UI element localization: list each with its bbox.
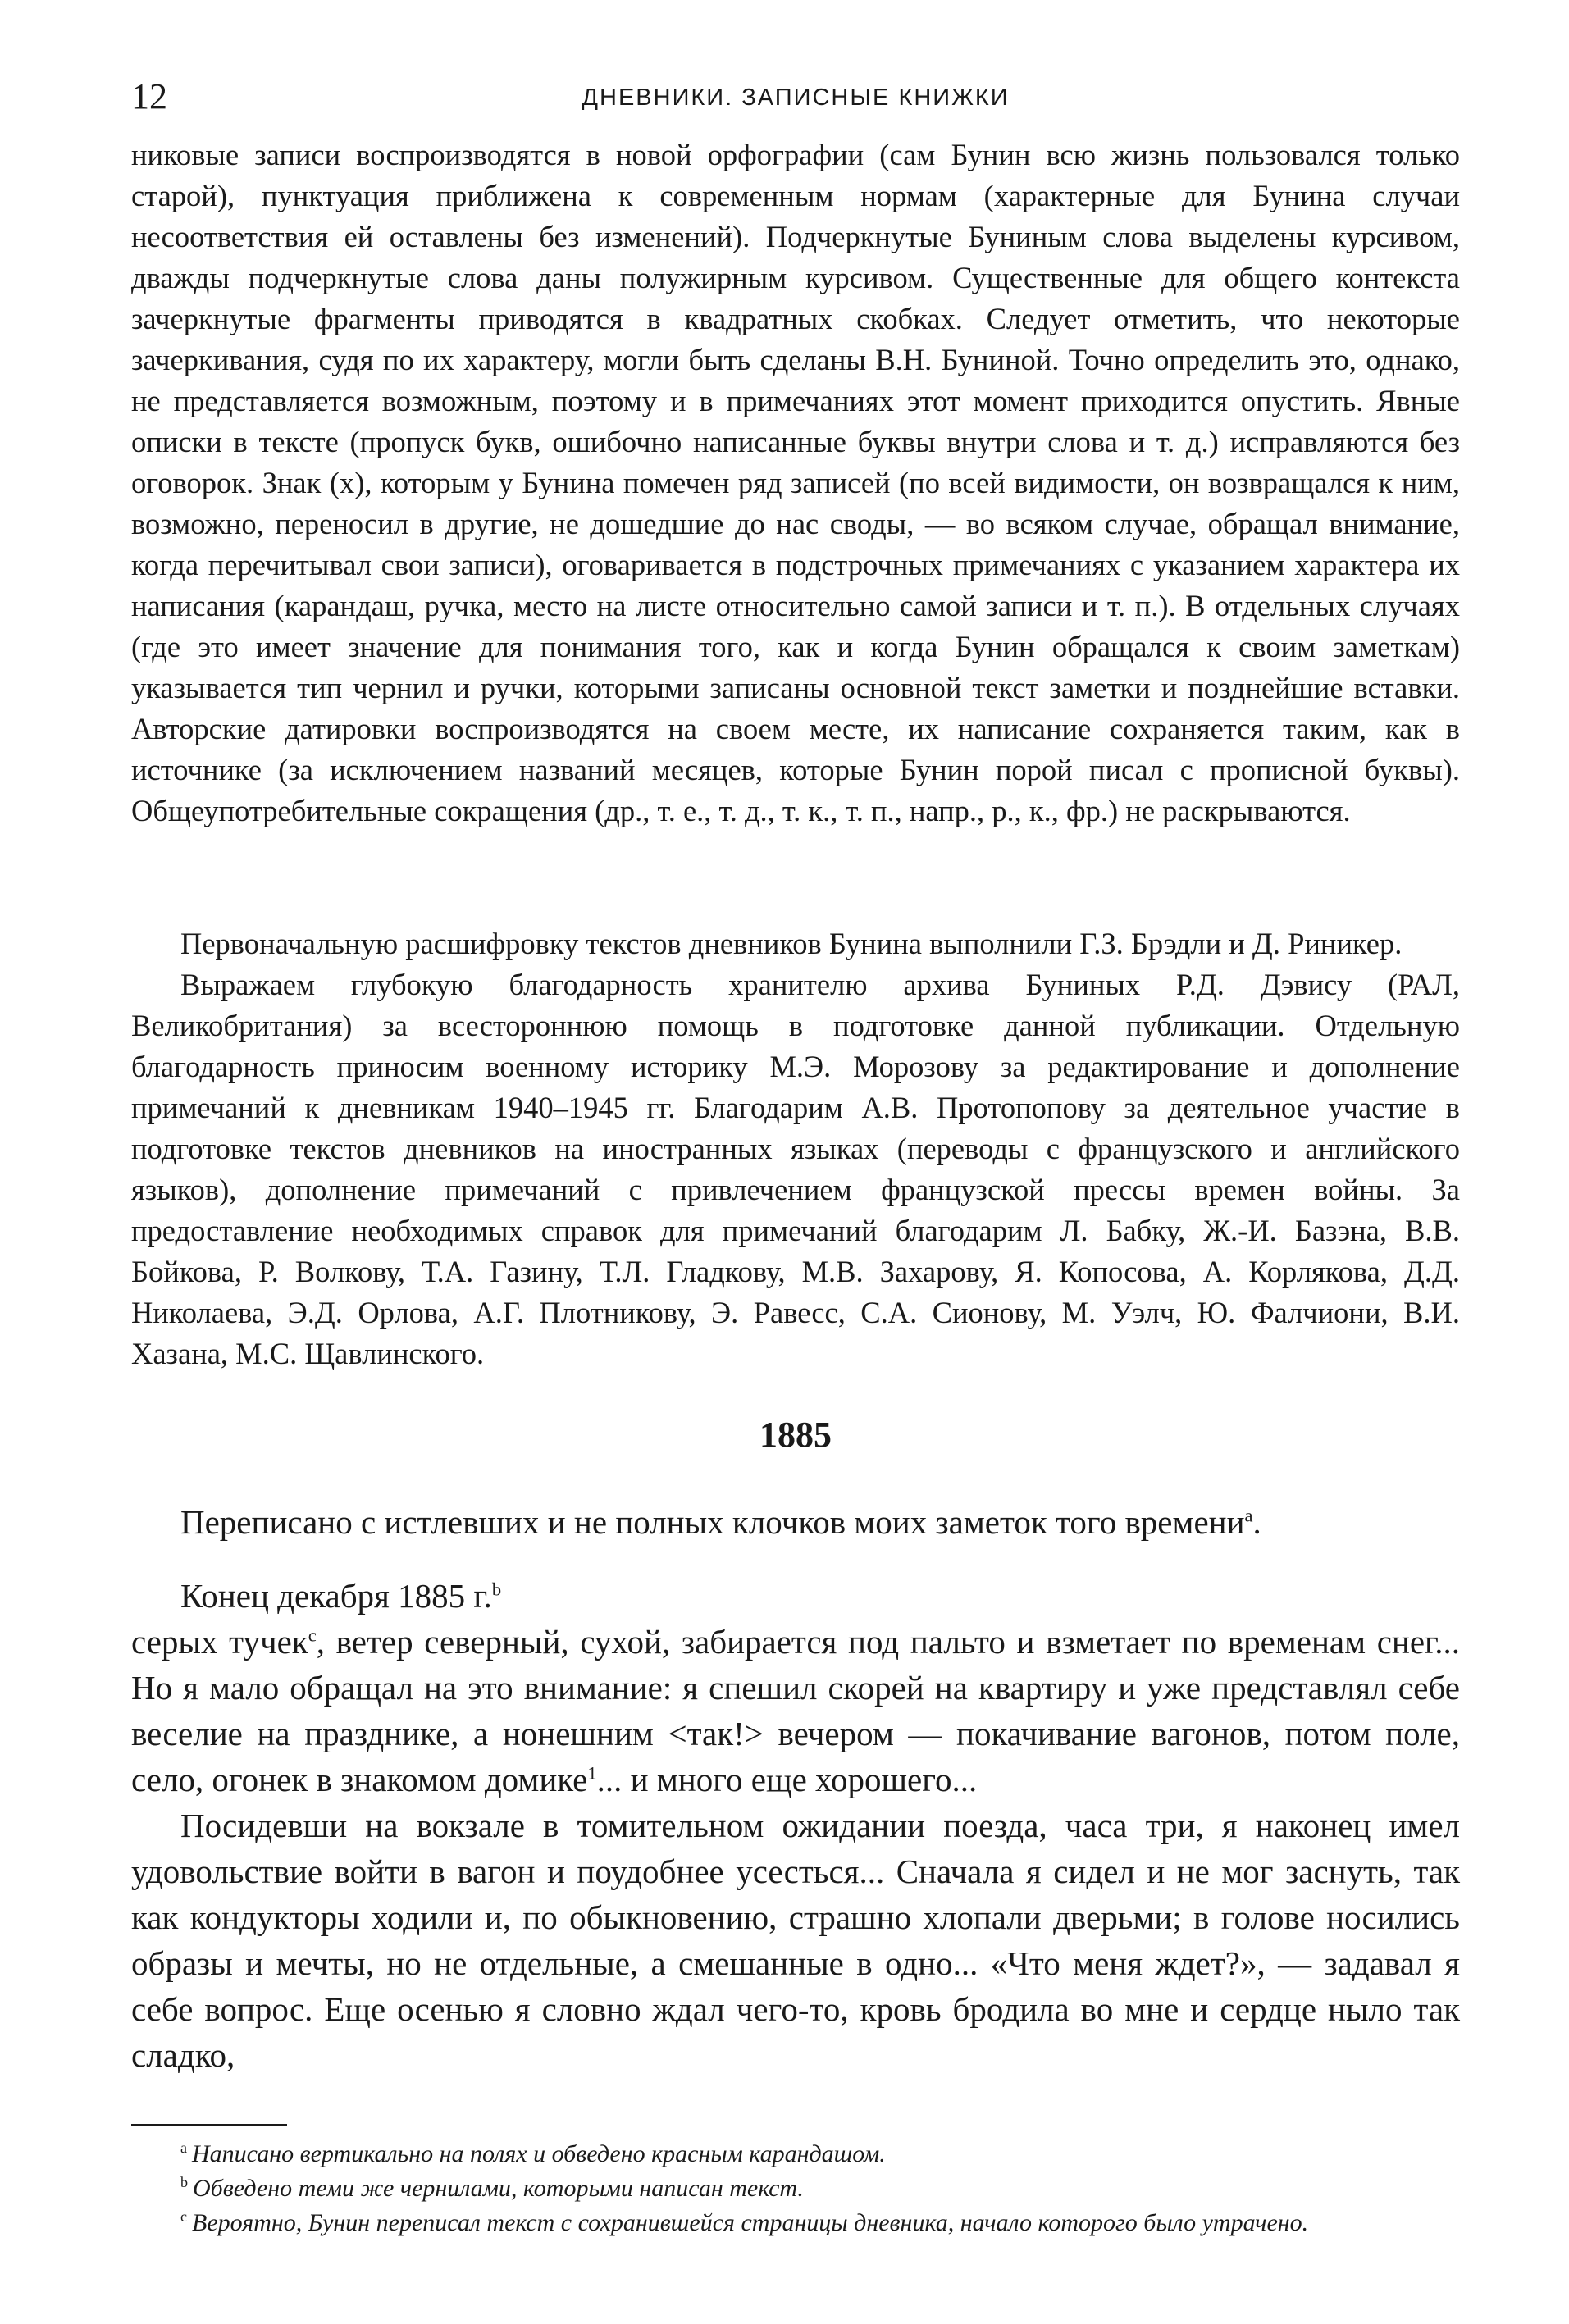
footnote-mark: b [180,2174,188,2190]
footnote-c [131,2206,1460,2240]
diary-date [131,1573,1460,1619]
intro-section [131,134,1460,832]
ack-paragraph-2: Выражаем глубокую благодарность хранителю архива Буниных Р.Д. Дэвису (РАЛ, Великобритания) за всестороннюю помощь в подготовке данной публикации. Отдельную благодарность приносим военному историку М.Э. Морозову за редактирование и дополнение примечаний к дневникам 1940–1945 гг. Благодарим А.В. Протопопову за деятельное участие в подготовке текстов дневников на иностранных языках (переводы с французского и английского языков), дополнение примечаний с привлечением французской прессы времен войны. За предоставление необходимых справок для примечаний благодарим Л. Бабку, Ж.-И. Базэна, В.В. Бойкова, Р. Волкову, Т.А. Газину, Т.Л. Гладкову, М.В. Захарову, Я. Копосова, А. Корлякова, Д.Д. Николаева, Э.Д. Орлова, А.Г. Плотникову, Э. Равесс, С.А. Сионову, М. Уэлч, Ю. Фалчиони, В.И. Хазана, М.С. Щавлинского. [131,968,1460,1370]
footnote-text: Обведено теми же чернилами, которыми написан текст. [193,2175,804,2202]
diary-para1-middle: , ветер северный, сухой, забирается под пальто и взметает по временам снег... Но я мало обращал на это внимание: я спешил скорей на квартиру и уже представлял себе веселие на празднике, а нонешним <так!> вечером — покачивание вагонов, потом поле, село, огонек в знакомом домике [131,1623,1460,1798]
intro-paragraph: никовые записи воспроизводятся в новой орфографии (сам Бунин всю жизнь пользовался только старой), пунктуация приближена к современным нормам (характерные для Бунина случаи несоответствия ей оставлены без изменений). Подчеркнутые Буниным слова выделены курсивом, дважды подчеркнутые слова даны полужирным курсивом. Существенные для общего контекста зачеркнутые фрагменты приводятся в квадратных скобках. Следует отметить, что некоторые зачеркивания, судя по их характеру, могли быть сделаны В.Н. Буниной. Точно определить это, однако, не представляется возможным, поэтому и в примечаниях этот момент приходится опустить. Явные описки в тексте (пропуск букв, ошибочно написанные буквы внутри слова и т. д.) исправляются без оговорок. Знак (х), которым у Бунина помечен ряд записей (по всей видимости, он возвращался к ним, возможно, переносил в другие, не дошедшие до нас своды, — во всяком случае, обращал внимание, когда перечитывал свои записи), оговаривается в подстрочных примечаниях с указанием характера их написания (карандаш, ручка, место на листе относительно самой записи и т. п.). В отдельных случаях (где это имеет значение для понимания того, как и когда Бунин обращался к своим заметкам) указывается тип чернил и ручки, которыми записаны основной текст заметки и позднейшие вставки. Авторские датировки воспроизводятся на своем месте, их написание сохраняется таким, как в источнике (за исключением названий месяцев, которые Бунин порой писал с прописной буквы). Общеупотребительные сокращения (др., т. е., т. д., т. к., т. п., напр., р., к., фр.) не раскрываются. [131,138,1460,827]
footnote-text: Написано вертикально на полях и обведено красным карандашом. [192,2140,886,2167]
footnote-mark: a [180,2139,187,2156]
footnote-mark: c [180,2208,187,2225]
diary-section [131,1499,1460,2078]
footnote-ref-b: b [491,1579,502,1600]
footnote-ref-c: c [308,1625,317,1646]
diary-note: Переписано с истлевших и не полных клочков моих заметок того времени$^a$. [180,1503,1261,1541]
endnote-ref-1: 1 [587,1762,597,1784]
footnote-a [131,2137,1460,2171]
diary-paragraph-1 [131,1619,1460,1802]
page-header [131,72,1460,121]
footnote-separator [131,2124,287,2126]
page-number: 12 [131,76,167,116]
year-heading: 1885 [759,1415,832,1455]
diary-date-text: Конец декабря 1885 г. [180,1577,492,1615]
diary-note-text: Переписано с истлевших и не полных клочков моих заметок того времени [180,1503,1245,1541]
diary-para1-end: ... и много еще хорошего... [596,1761,978,1798]
ack-paragraph-1: Первоначальную расшифровку текстов дневников Бунина выполнили Г.З. Брэдли и Д. Риникер. [180,927,1403,960]
diary-para1-start: серых тучек [131,1623,308,1661]
running-head: ДНЕВНИКИ. ЗАПИСНЫЕ КНИЖКИ [582,84,1010,111]
footnote-ref-a: a [1244,1505,1253,1526]
footnote-b [131,2171,1460,2206]
footnote-text: Вероятно, Бунин переписал текст с сохранившейся страницы дневника, начало которого было утрачено. [192,2209,1309,2236]
diary-paragraph-2: Посидевши на вокзале в томительном ожидании поезда, часа три, я наконец имел удовольствие войти в вагон и поудобнее усесться... Сначала я сидел и не мог заснуть, так как кондукторы ходили и, по обыкновению, страшно хлопали дверьми; в голове носились образы и мечты, но не отдельные, а смешанные в одно... «Что меня ждет?», — задавал я себе вопрос. Еще осенью я словно ждал чего-то, кровь бродила во мне и сердце ныло так сладко, [131,1807,1460,2074]
acknowledgements-section [131,923,1460,1374]
footnotes [131,2137,1460,2240]
